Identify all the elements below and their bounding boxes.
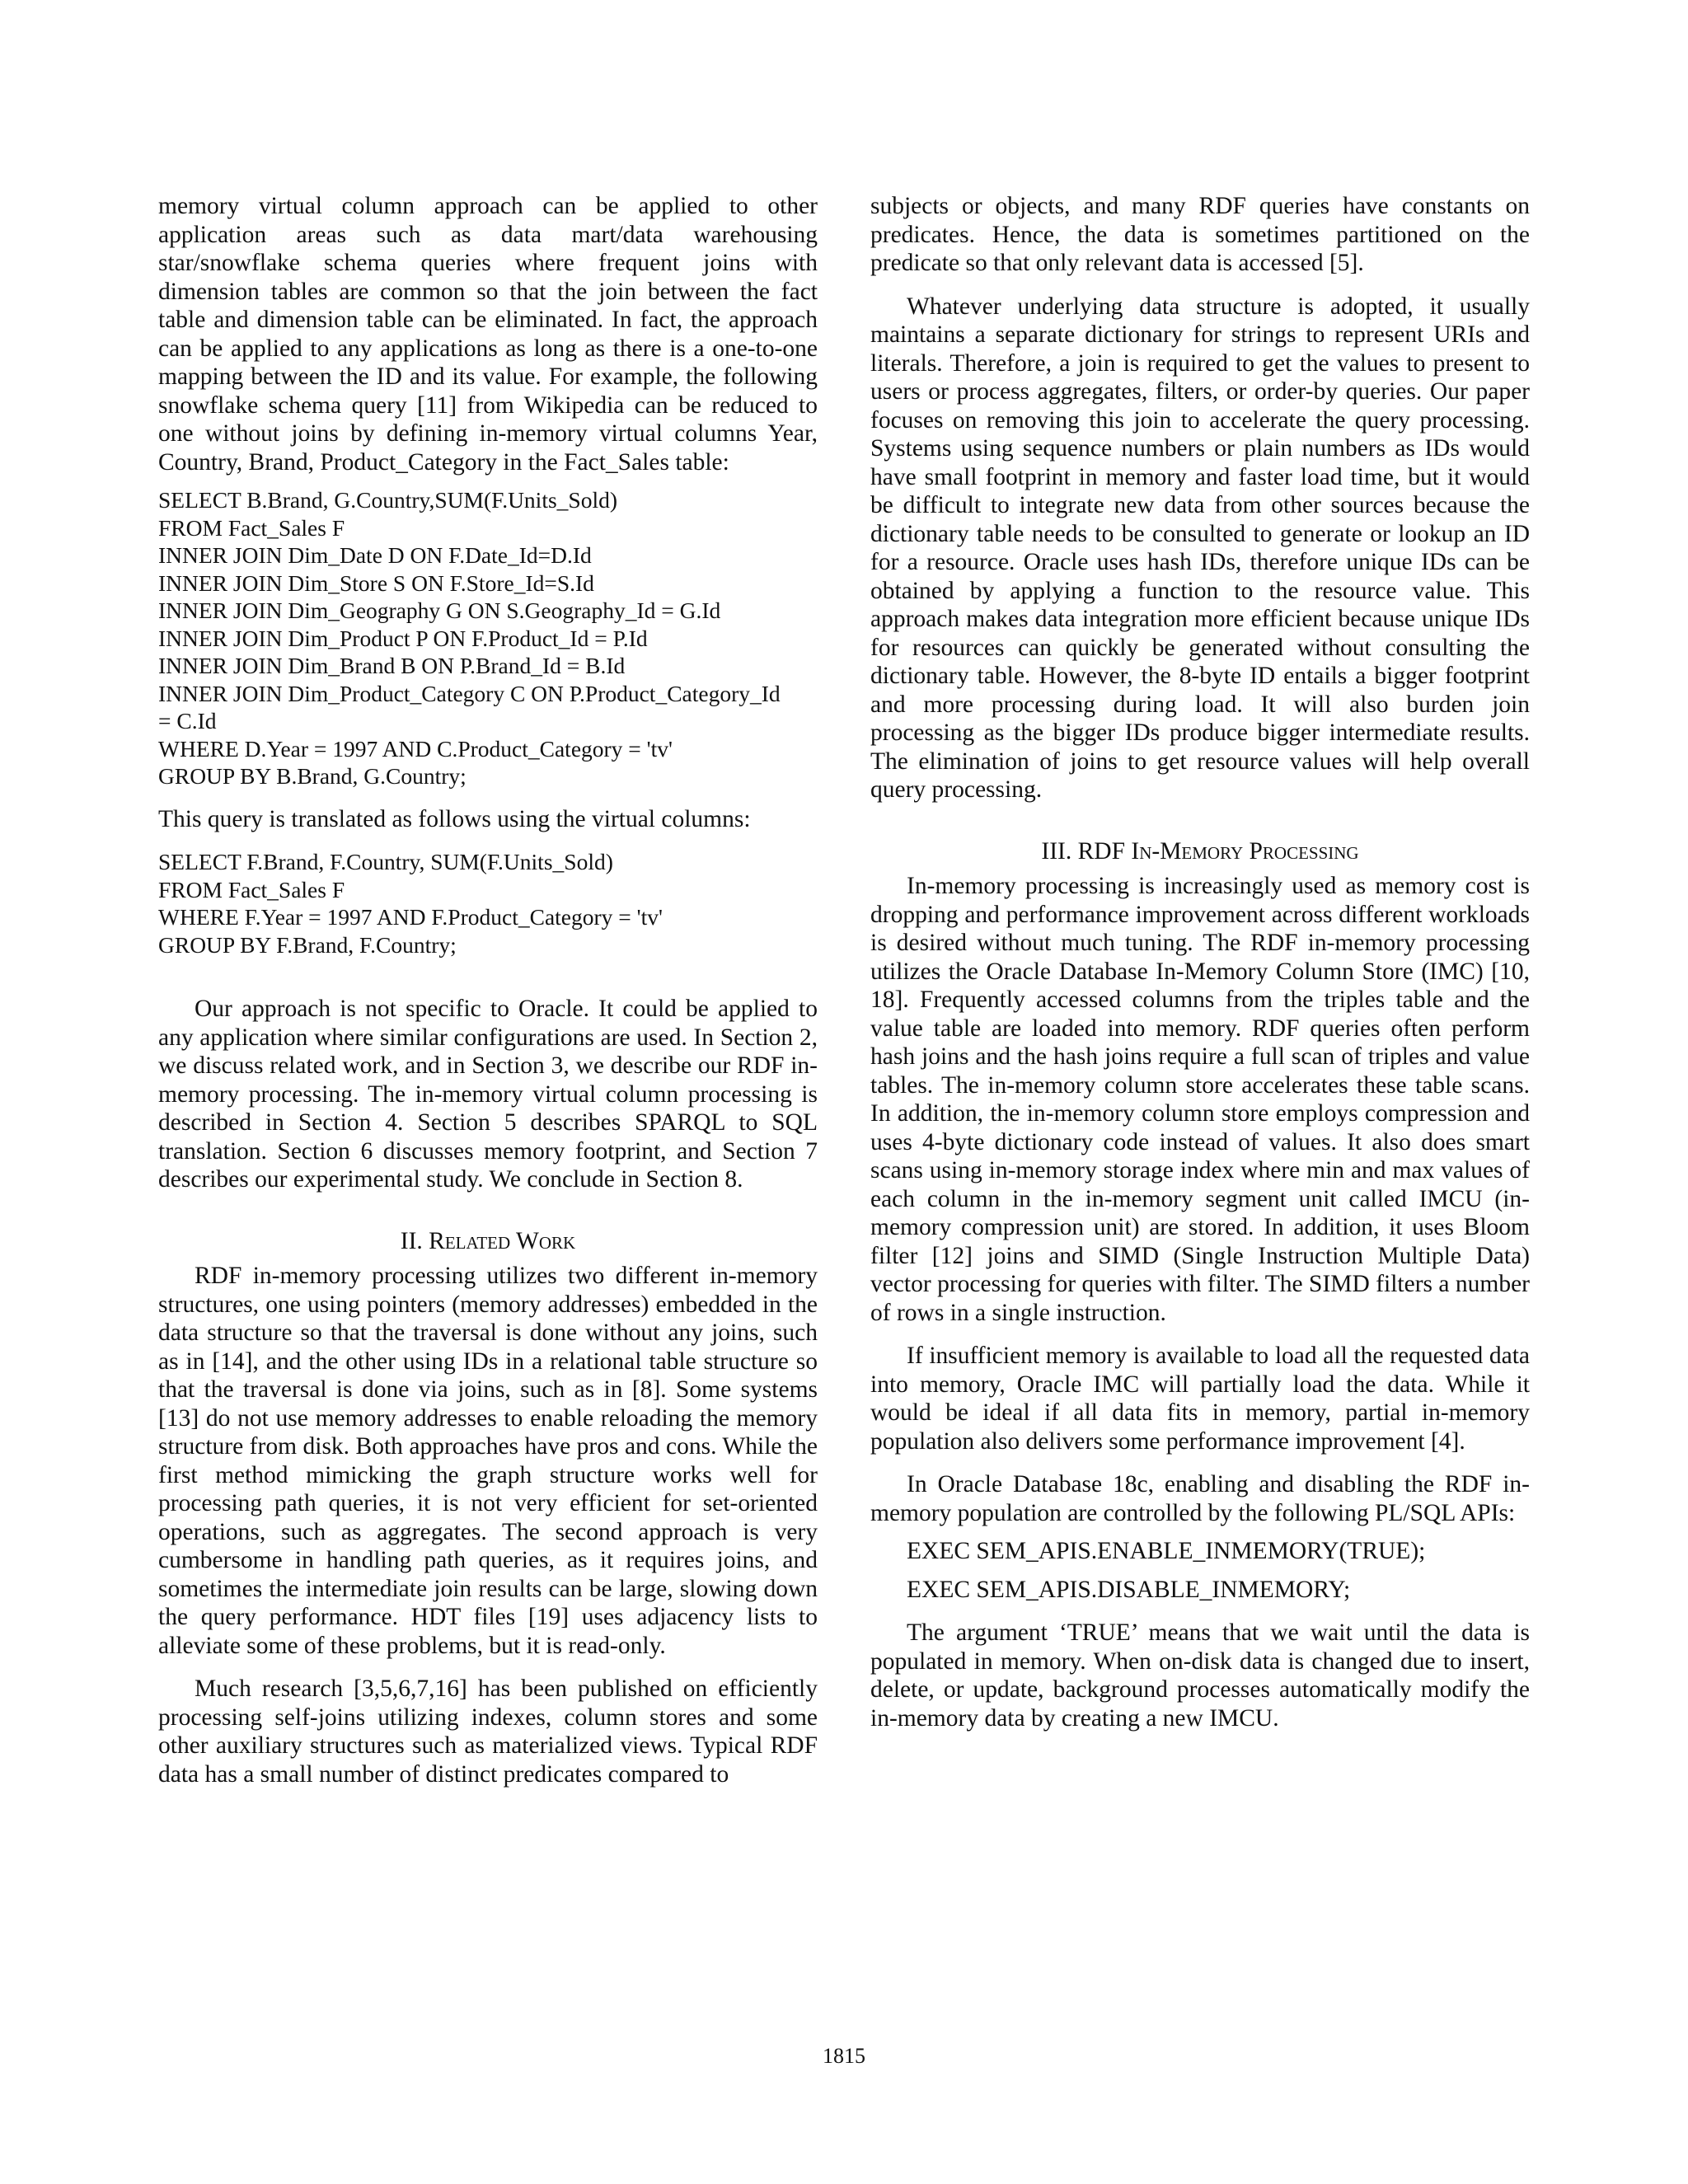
- sql-line: INNER JOIN Dim_Brand B ON P.Brand_Id = B.Id: [158, 653, 626, 678]
- paragraph: subjects or objects, and many RDF queries have constants on predicates. Hence, the data is sometimes partitioned on the predicate so that only relevant data is accessed [5].: [870, 193, 1530, 276]
- sql-line: WHERE F.Year = 1997 AND F.Product_Category = 'tv': [158, 904, 663, 930]
- section-heading: II. Related Work: [400, 1227, 576, 1254]
- paragraph: Whatever underlying data structure is adopted, it usually maintains a separate dictionary for strings to represent URIs and literals. Therefore, a join is required to get the values to present to users or process aggregates, filters, or order-by queries. Our paper focuses on removing this join to accelerate the query processing. Systems using sequence numbers or plain numbers as IDs would have small footprint in memory and faster load time, but it would be difficult to integrate new data from other sources because the dictionary table needs to be consulted to generate or lookup an ID for a resource. Oracle uses hash IDs, therefore unique IDs can be obtained by applying a function to the resource value. This approach makes data integration more efficient because unique IDs for resources can quickly be generated without consulting the dictionary table. However, the 8-byte ID entails a bigger footprint and more processing during load. It will also burden join processing as the bigger IDs produce bigger intermediate results. The elimination of joins to get resource values will help overall query processing.: [870, 293, 1530, 803]
- paragraph: RDF in-memory processing utilizes two different in-memory structures, one using pointers (memory addresses) embedded in the data structure so that the traversal is done without any joins, such as in [14], and the other using IDs in a relational table structure so that the traversal is done via joins, such as in [8]. Some systems [13] do not use memory addresses to enable reloading the memory structure from disk. Both approaches have pros and cons. While the first method mimicking the graph structure works well for processing path queries, it is not very efficient for set-oriented operations, such as aggregates. The second approach is very cumbersome in handling path queries, as it requires joins, and sometimes the intermediate join results can be large, slowing down the query performance. HDT files [19] uses adjacency lists to alleviate some of these problems, but it is read-only.: [158, 1263, 818, 1659]
- sql-line: = C.Id: [158, 708, 217, 733]
- paragraph: In-memory processing is increasingly used as memory cost is dropping and performance improvement across different workloads is desired without much tuning. The RDF in-memory processing utilizes the Oracle Database In-Memory Column Store (IMC) [10, 18]. Frequently accessed columns from the triples table and the value table are loaded into memory. RDF queries often perform hash joins and the hash joins require a full scan of triples and value tables. The in-memory column store accelerates these table scans. In addition, the in-memory column store employs compression and uses 4-byte dictionary code instead of values. It also does smart scans using in-memory storage index where min and max values of each column in the in-memory segment unit called IMCU (in-memory compression unit) are stored. In addition, it uses Bloom filter [12] joins and SIMD (Single Instruction Multiple Data) vector processing for queries with filter. The SIMD filters a number of rows in a single instruction.: [870, 873, 1530, 1326]
- sql-line: INNER JOIN Dim_Date D ON F.Date_Id=D.Id: [158, 542, 592, 568]
- sql-line: INNER JOIN Dim_Store S ON F.Store_Id=S.Id: [158, 569, 594, 596]
- api-call-enable: EXEC SEM_APIS.ENABLE_INMEMORY(TRUE);: [907, 1538, 1426, 1564]
- sql-line: GROUP BY B.Brand, G.Country;: [158, 763, 467, 789]
- section-heading: III. RDF In-Memory Processing: [1041, 837, 1359, 865]
- sql-line: GROUP BY F.Brand, F.Country;: [158, 931, 457, 958]
- paragraph: Our approach is not specific to Oracle. It could be applied to any application where similar configurations are used. In Section 2, we discuss related work, and in Section 3, we describe our RDF in-memory processing. The in-memory virtual column processing is described in Section 4. Section 5 describes SPARQL to SQL translation. Section 6 discusses memory footprint, and Section 7 describes our experimental study. We conclude in Section 8.: [158, 996, 818, 1193]
- sql-query-translated: [158, 848, 818, 958]
- paragraph: In Oracle Database 18c, enabling and disabling the RDF in-memory population are controlled by the following PL/SQL APIs:: [870, 1471, 1530, 1526]
- sql-line: FROM Fact_Sales F: [158, 514, 345, 541]
- sql-line: INNER JOIN Dim_Geography G ON S.Geography_Id = G.Id: [158, 598, 721, 623]
- sql-line: SELECT F.Brand, F.Country, SUM(F.Units_Sold): [158, 849, 613, 874]
- sql-line: FROM Fact_Sales F: [158, 876, 345, 902]
- paragraph: If insufficient memory is available to load all the requested data into memory, Oracle IMC will partially load the data. While it would be ideal if all data fits in memory, partial in-memory population also delivers some performance improvement [4].: [870, 1343, 1530, 1455]
- sql-line: SELECT B.Brand, G.Country,SUM(F.Units_Sold): [158, 487, 618, 513]
- paragraph: Much research [3,5,6,7,16] has been published on efficiently processing self-joins utilizing indexes, column stores and some other auxiliary structures such as materialized views. Typical RDF data has a small number of distinct predicates compared to: [158, 1675, 818, 1788]
- right-column: [870, 192, 1530, 1732]
- left-column: [158, 192, 818, 1788]
- sql-line: WHERE D.Year = 1997 AND C.Product_Category = 'tv': [158, 735, 673, 762]
- page-number: 1815: [823, 2044, 865, 2068]
- api-call-disable: EXEC SEM_APIS.DISABLE_INMEMORY;: [907, 1576, 1351, 1603]
- sql-query-original: [158, 486, 818, 790]
- paragraph: The argument ‘TRUE’ means that we wait until the data is populated in memory. When on-disk data is changed due to insert, delete, or update, background processes automatically modify the in-memory data by creating a new IMCU.: [870, 1619, 1530, 1732]
- paragraph: This query is translated as follows using the virtual columns:: [158, 805, 751, 832]
- sql-line: INNER JOIN Dim_Product P ON F.Product_Id = P.Id: [158, 625, 648, 651]
- paragraph: memory virtual column approach can be applied to other application areas such as data mart/data warehousing star/snowflake schema queries where frequent joins with dimension tables are common so that the join between the fact table and dimension table can be eliminated. In fact, the approach can be applied to any applications as long as there is a one-to-one mapping between the ID and its value. For example, the following snowflake schema query [11] from Wikipedia can be reduced to one without joins by defining in-memory virtual columns Year, Country, Brand, Product_Category in the Fact_Sales table:: [158, 193, 818, 476]
- sql-line: INNER JOIN Dim_Product_Category C ON P.Product_Category_Id: [158, 680, 781, 706]
